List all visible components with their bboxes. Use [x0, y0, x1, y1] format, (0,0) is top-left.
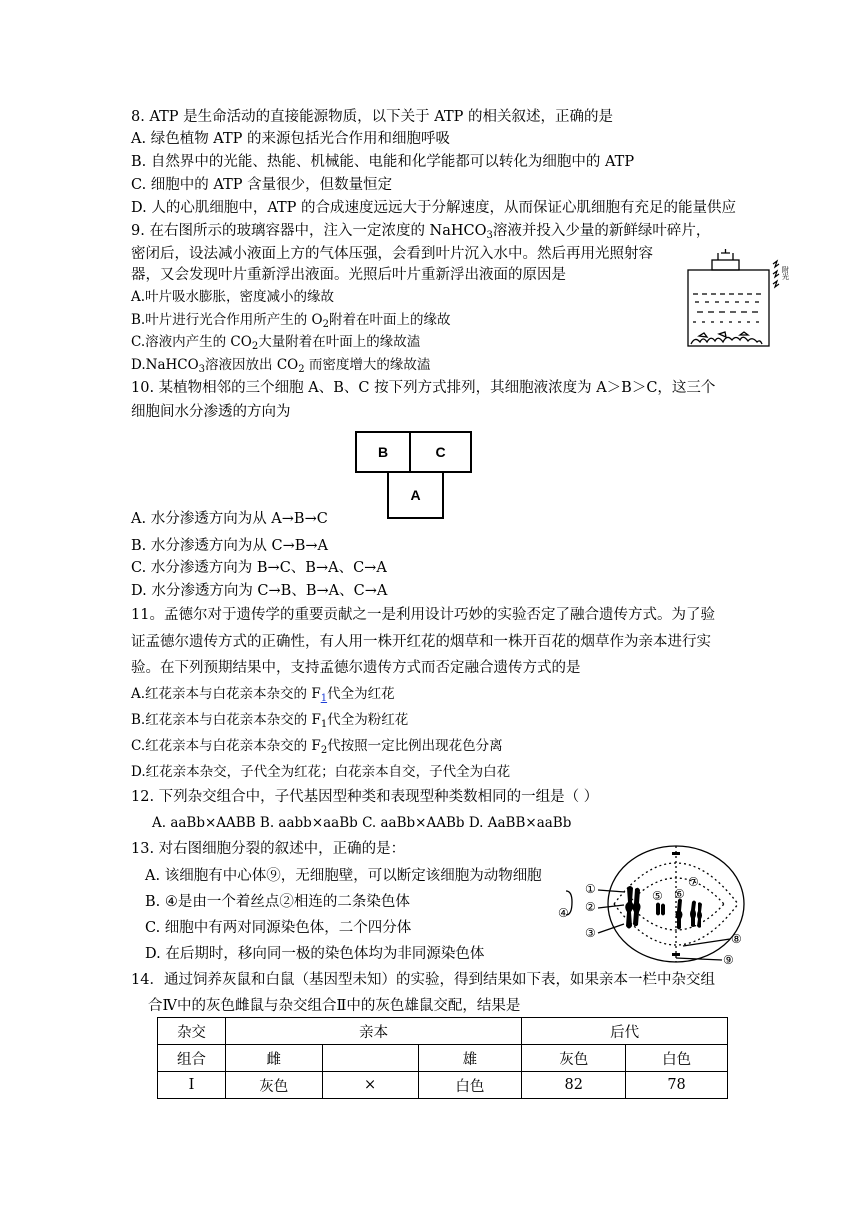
q13-label-5: ⑤ [652, 889, 663, 903]
q9-line2: 密闭后，设法减小液面上方的气体压强，会看到叶片沉入水中。然后再用光照射容 [131, 246, 653, 262]
q9-container-figure [685, 244, 795, 350]
q13-cell-division-figure [558, 842, 754, 970]
q10-option-c: C. 水分渗透方向为 B→C、B→A、C→A [131, 560, 387, 576]
table-header-offspring: 后代 [522, 1018, 728, 1045]
q13-label-7: ⑦ [688, 875, 699, 889]
q10-cell-b: B [355, 431, 411, 473]
table-header-white: 白色 [626, 1045, 728, 1072]
q11-line2: 证孟德尔遗传方式的正确性，有人用一株开红花的烟草和一株开百花的烟草作为亲本进行实 [131, 634, 711, 650]
table-cell-female: 灰色 [225, 1072, 322, 1099]
q9-line1: 9. 在右图所示的玻璃容器中，注入一定浓度的 NaHCO$_3$溶液并投入少量的新鲜绿叶碎片， [131, 223, 711, 241]
q13-option-b: B. ④是由一个着丝点②相连的二条染色体 [145, 894, 410, 910]
table-subheader-row [158, 1045, 728, 1072]
q11-option-b: B.红花亲本与白花亲本杂交的 $F_1$代全为粉红花 [131, 712, 409, 730]
q14-line1: 14．通过饲养灰鼠和白鼠（基因型未知）的实验，得到结果如下表，如果亲本一栏中杂交组 [131, 972, 715, 988]
q12-stem: 12. 下列杂交组合中，子代基因型种类和表现型种类数相同的一组是（ ） [131, 789, 599, 805]
table-cell-gray-count: 82 [522, 1072, 626, 1099]
q10-option-d: D. 水分渗透方向为 C→B、B→A、C→A [131, 583, 388, 599]
q9-line3: 器，又会发现叶片重新浮出液面。光照后叶片重新浮出液面的原因是 [131, 267, 566, 283]
q9-option-b: B.叶片进行光合作用所产生的 $O_2$附着在叶面上的缘故 [131, 312, 451, 330]
q13-label-6: ⑥ [674, 887, 685, 901]
q10-line1: 10. 某植物相邻的三个细胞 A、B、C 按下列方式排列，其细胞液浓度为 A＞B＞C，这三个 [131, 380, 716, 396]
q13-label-8: ⑧ [731, 932, 742, 946]
q13-label-4: ④ [558, 906, 569, 920]
table-row [158, 1072, 728, 1099]
q8-option-b: B. 自然界中的光能、热能、机械能、电能和化学能都可以转化为细胞中的 ATP [131, 154, 635, 170]
q10-cell-c: C [409, 431, 472, 473]
table-header-cross-1: 杂交 [158, 1018, 226, 1045]
q13-option-a: A. 该细胞有中心体⑨，无细胞壁，可以断定该细胞为动物细胞 [145, 868, 542, 884]
q13-label-3: ③ [585, 926, 596, 940]
table-cell-cross: Ⅰ [158, 1072, 226, 1099]
table-header-row [158, 1018, 728, 1045]
table-cell-white-count: 78 [626, 1072, 728, 1099]
q9-option-d: D.NaHCO$_3$溶液因放出 $CO_2$ 而密度增大的缘故溘 [131, 357, 431, 375]
q13-option-c: C. 细胞中有两对同源染色体，二个四分体 [145, 920, 412, 936]
q9-option-c: C.溶液内产生的 $CO_2$大量附着在叶面上的缘故溘 [131, 334, 421, 352]
q12-options: A. aaBb×AABB B. aabb×aaBb C. aaBb×AABb D. AaBB×aaBb [152, 815, 572, 831]
table-cell-times: × [322, 1072, 418, 1099]
q13-label-2: ② [585, 900, 596, 914]
table-header-blank [322, 1045, 418, 1072]
q8-option-d: D. 人的心肌细胞中，ATP 的合成速度远远大于分解速度，从而保证心肌细胞有充足的能量供应 [131, 200, 737, 216]
q11-option-d: D.红花亲本杂交，子代全为红花；白花亲本自交，子代全为白花 [131, 764, 511, 780]
q9-option-a: A.叶片吸水膨胀，密度减小的缘故 [131, 289, 335, 305]
table-header-cross-2: 组合 [158, 1045, 226, 1072]
table-header-female: 雌 [225, 1045, 322, 1072]
q10-option-b: B. 水分渗透方向为从 C→B→A [131, 538, 329, 554]
q10-cell-a: A [387, 471, 444, 519]
q8-option-a: A. 绿色植物 ATP 的来源包括光合作用和细胞呼吸 [131, 131, 451, 147]
q11-option-c: C.红花亲本与白花亲本杂交的 $F_2$代按照一定比例出现花色分离 [131, 738, 503, 756]
q13-option-d: D. 在后期时，移向同一极的染色体均为非同源染色体 [145, 946, 485, 962]
table-cell-male: 白色 [418, 1072, 522, 1099]
q13-label-9: ⑨ [723, 953, 734, 967]
q11-option-a: A.红花亲本与白花亲本杂交的 $F_1$代全为红花 [131, 686, 395, 704]
table-header-parent: 亲本 [225, 1018, 521, 1045]
q13-label-1: ① [585, 882, 596, 896]
q10-option-a: A. 水分渗透方向为从 A→B→C [131, 511, 328, 527]
q11-line1: 11。孟德尔对于遗传学的重要贡献之一是利用设计巧妙的实验否定了融合遗传方式。为了验 [131, 607, 715, 623]
table-header-gray: 灰色 [522, 1045, 626, 1072]
q8-option-c: C. 细胞中的 ATP 含量很少，但数量恒定 [131, 177, 393, 193]
q13-stem: 13. 对右图细胞分裂的叙述中，正确的是： [131, 841, 406, 857]
q11-line3: 验。在下列预期结果中，支持孟德尔遗传方式而否定融合遗传方式的是 [131, 660, 581, 676]
q9-light-label: 附光 [781, 266, 789, 280]
q14-cross-table [157, 1017, 728, 1099]
q8-stem: 8. ATP 是生命活动的直接能源物质，以下关于 ATP 的相关叙述，正确的是 [131, 109, 613, 125]
q14-line2: 合Ⅳ中的灰色雌鼠与杂交组合Ⅱ中的灰色雄鼠交配，结果是 [148, 998, 521, 1014]
q10-line2: 细胞间水分渗透的方向为 [131, 404, 291, 420]
table-header-male: 雄 [418, 1045, 522, 1072]
